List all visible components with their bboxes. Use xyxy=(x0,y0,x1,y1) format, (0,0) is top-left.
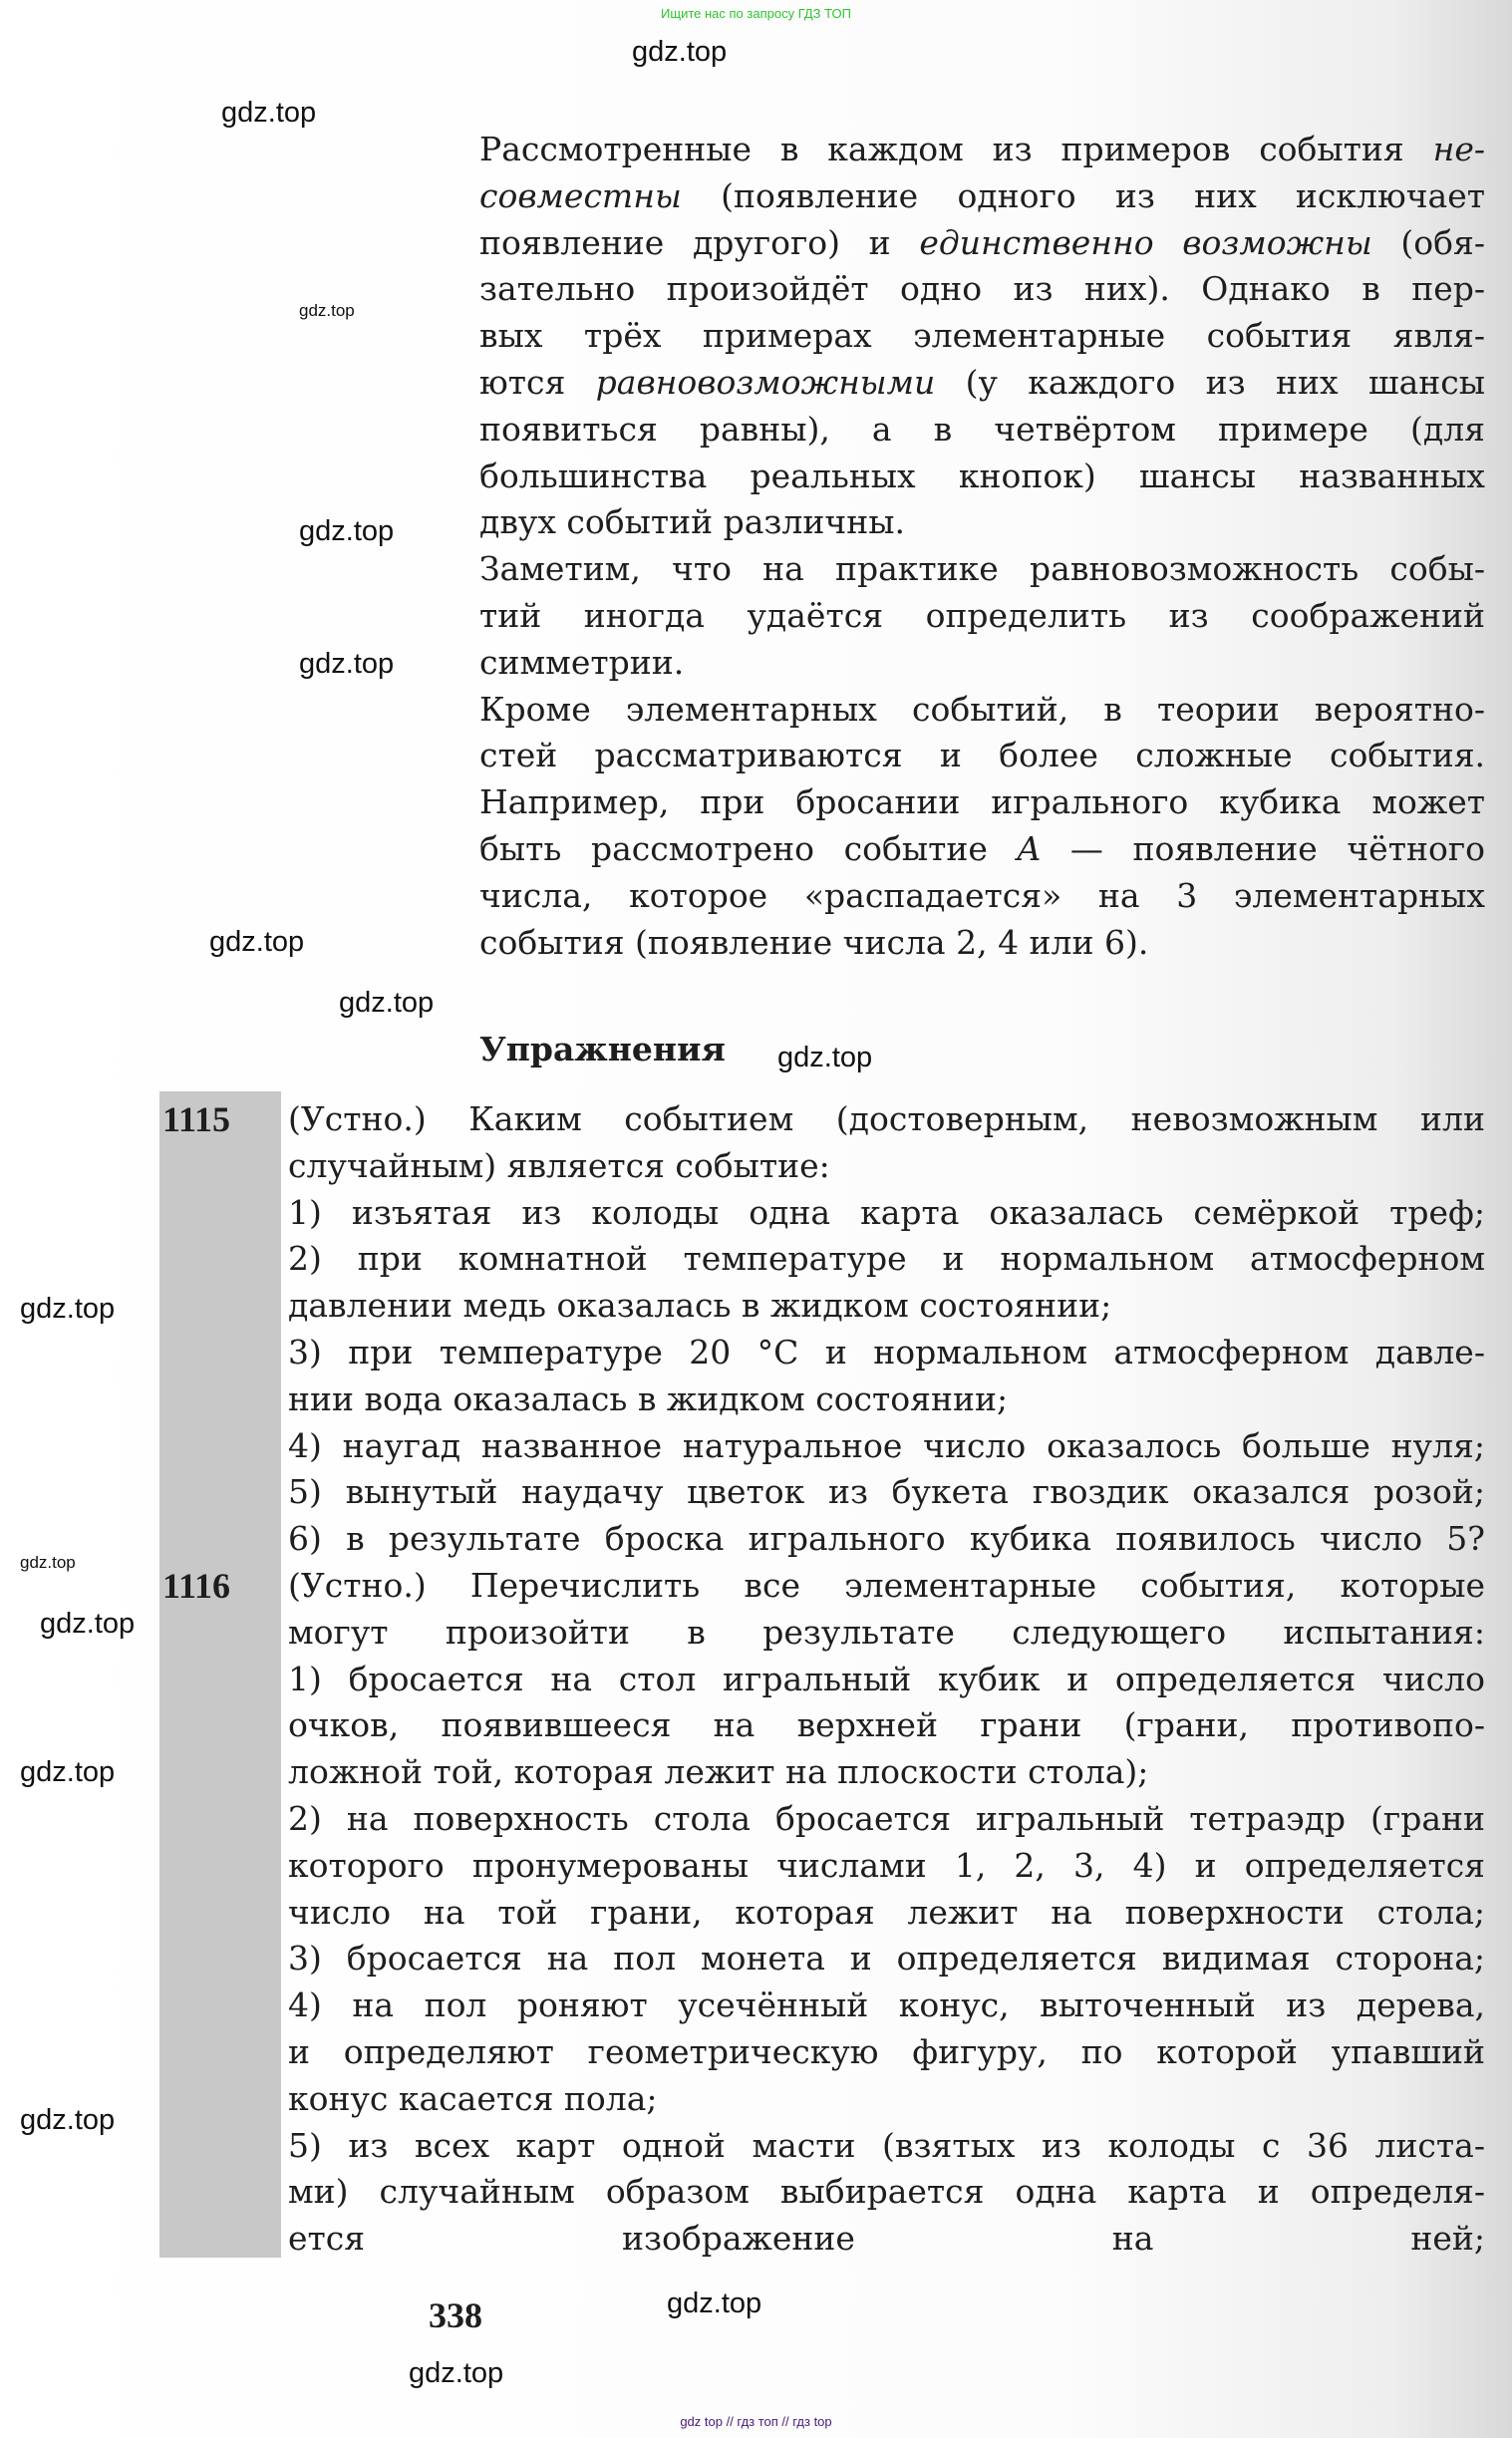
exercise-line: которого пронумерованы числами 1, 2, 3, 4) и определяется xyxy=(288,1845,1485,1885)
watermark: gdz.top xyxy=(777,1042,873,1073)
text-line xyxy=(479,363,1485,403)
text-line xyxy=(479,269,1485,309)
text-line xyxy=(479,876,1485,916)
text-segment: стей рассматриваются и более сложные события. xyxy=(479,736,1485,775)
exercise-line: 2) на поверхность стола бросается игральный тетраэдр (грани xyxy=(288,1799,1485,1838)
text-line xyxy=(479,176,1485,216)
exercise-line: ложной той, которая лежит на плоскости стола); xyxy=(288,1752,1149,1792)
exercise-line: 4) на пол роняют усечённый конус, выточенный из дерева, xyxy=(288,1985,1485,2025)
text-line xyxy=(479,643,1485,683)
watermark: gdz.top xyxy=(299,515,395,547)
text-line xyxy=(479,410,1485,450)
text-segment: зательно произойдёт одно из них). Однако в пер- xyxy=(479,269,1485,309)
exercise-line: 6) в результате броска игрального кубика появилось число 5? xyxy=(288,1519,1485,1559)
exercise-line: ми) случайным образом выбирается одна карта и определя- xyxy=(288,2172,1485,2212)
exercise-line: 3) бросается на пол монета и определяется видимая сторона; xyxy=(288,1939,1485,1979)
watermark: gdz.top xyxy=(40,1608,136,1640)
text-segment: большинства реальных кнопок) шансы названных xyxy=(479,456,1485,495)
text-line xyxy=(479,549,1485,589)
text-line xyxy=(479,223,1485,263)
exercise-line: 2) при комнатной температуре и нормальном атмосферном xyxy=(288,1239,1485,1279)
text-segment: ются xyxy=(479,363,596,402)
watermark: gdz.top xyxy=(221,97,317,129)
exercise-line: 5) вынутый наудачу цветок из букета гвоздик оказался розой; xyxy=(288,1472,1485,1512)
text-line xyxy=(479,829,1485,869)
watermark: gdz.top xyxy=(339,987,435,1019)
exercise-line: и определяют геометрическую фигуру, по которой упавший xyxy=(288,2032,1485,2071)
text-segment: (обя- xyxy=(1371,222,1485,262)
watermark: gdz.top xyxy=(20,1293,116,1325)
exercise-line: конус касается пола; xyxy=(288,2078,658,2118)
exercise-line: 1) бросается на стол игральный кубик и определяется число xyxy=(288,1659,1485,1698)
text-segment: двух событий различны. xyxy=(479,502,905,542)
italic-term: не- xyxy=(1432,130,1485,168)
text-segment: (у каждого из них шансы xyxy=(935,363,1485,402)
exercise-line: 1) изъятая из колоды одна карта оказалась семёркой треф; xyxy=(288,1192,1485,1232)
watermark: gdz.top xyxy=(409,2357,504,2389)
watermark: gdz.top xyxy=(209,926,305,958)
text-line xyxy=(479,502,1485,542)
watermark: gdz.top xyxy=(20,2104,116,2136)
italic-term: единственно возможны xyxy=(919,222,1372,262)
exercise-line: случайным) является событие: xyxy=(288,1145,830,1185)
text-segment: Заметим, что на практике равновозможность собы- xyxy=(479,549,1485,589)
text-segment: появление другого) и xyxy=(479,222,920,262)
exercise-line: очков, появившееся на верхней грани (грани, противопо- xyxy=(288,1705,1485,1745)
text-segment: — появление чётного xyxy=(1041,829,1485,868)
exercise-line: 4) наугад названное натуральное число оказалось больше нуля; xyxy=(288,1425,1485,1465)
text-line xyxy=(479,457,1485,496)
page-number: 338 xyxy=(429,2295,482,2335)
text-segment: тий иногда удаётся определить из соображений xyxy=(479,596,1485,635)
watermark: gdz.top xyxy=(20,1756,116,1788)
text-line xyxy=(479,596,1485,636)
header-ad[interactable]: Ищите нас по запросу ГДЗ ТОП xyxy=(661,6,851,21)
exercise-line: ется изображение на ней; xyxy=(288,2219,1485,2259)
text-segment: числа, которое «распадается» на 3 элементарных xyxy=(479,875,1485,915)
exercise-line: (Устно.) Каким событием (достоверным, невозможным или xyxy=(288,1099,1485,1138)
text-segment: появиться равны), а в четвёртом примере (для xyxy=(479,409,1485,449)
exercise-margin-bar xyxy=(159,1091,281,2258)
text-segment: события (появление числа 2, 4 или 6). xyxy=(479,922,1149,962)
watermark: gdz.top xyxy=(667,2287,762,2319)
italic-term: равновозможными xyxy=(595,363,936,402)
watermark: gdz.top xyxy=(299,301,355,320)
section-heading: Упражнения xyxy=(479,1030,726,1068)
exercise-line: 5) из всех карт одной масти (взятых из колоды с 36 листа- xyxy=(288,2125,1485,2165)
watermark: gdz.top xyxy=(632,36,728,68)
text-segment: Рассмотренные в каждом из примеров события xyxy=(479,130,1433,168)
exercise-line: число на той грани, которая лежит на поверхности стола; xyxy=(288,1892,1485,1932)
exercise-number: 1115 xyxy=(162,1099,231,1139)
footer-ad[interactable]: gdz top // гдз топ // гдз top xyxy=(680,2414,832,2429)
text-line xyxy=(479,690,1485,730)
text-segment: быть рассмотрено событие xyxy=(479,829,1018,868)
text-segment: вых трёх примерах элементарные события явля- xyxy=(479,316,1485,356)
italic-term: A xyxy=(1017,829,1042,868)
exercise-line: нии вода оказалась в жидком состоянии; xyxy=(288,1378,1009,1418)
text-line xyxy=(479,923,1485,963)
watermark: gdz.top xyxy=(20,1553,76,1572)
exercise-number: 1116 xyxy=(162,1566,231,1606)
exercise-line: могут произойти в результате следующего испытания: xyxy=(288,1612,1485,1652)
text-line xyxy=(479,316,1485,356)
watermark: gdz.top xyxy=(299,648,395,680)
text-line xyxy=(479,736,1485,775)
text-segment: (появление одного из них исключает xyxy=(681,175,1485,215)
italic-term: совместны xyxy=(479,175,682,215)
exercise-line: (Устно.) Перечислить все элементарные события, которые xyxy=(288,1566,1485,1605)
exercise-line: 3) при температуре 20 °С и нормальном атмосферном давле- xyxy=(288,1333,1485,1371)
exercise-line: давлении медь оказалась в жидком состоянии; xyxy=(288,1286,1112,1326)
text-segment: Кроме элементарных событий, в теории вероятно- xyxy=(479,689,1485,729)
text-segment: Например, при бросании игрального кубика может xyxy=(479,782,1485,822)
text-line xyxy=(479,130,1485,169)
text-segment: симметрии. xyxy=(479,642,685,682)
text-line xyxy=(479,782,1485,822)
